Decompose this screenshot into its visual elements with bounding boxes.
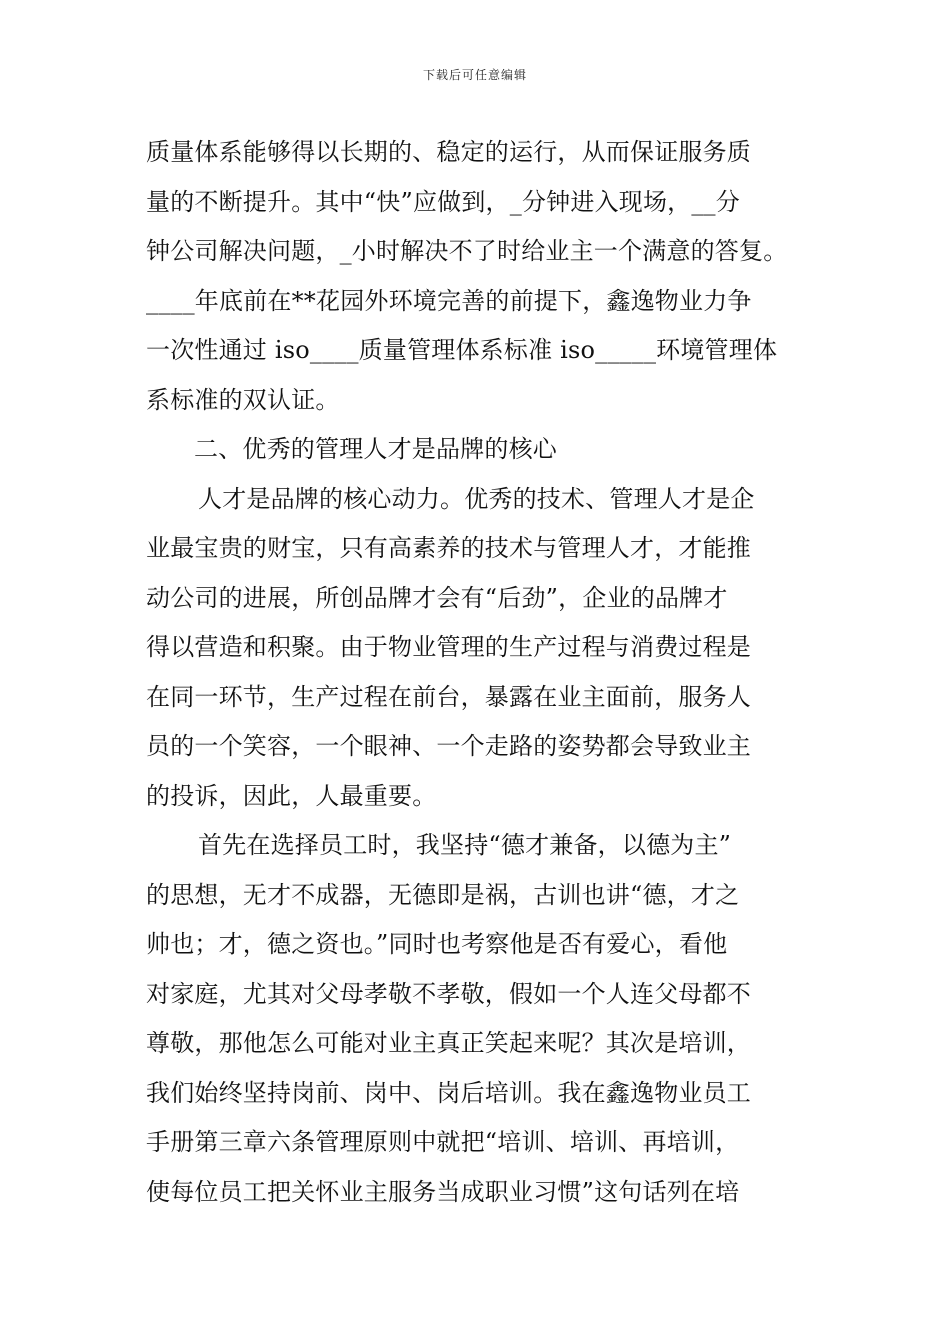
- section-heading: 二、优秀的管理人才是品牌的核心: [194, 435, 557, 463]
- text-line: 钟公司解决问题，_小时解决不了时给业主一个满意的答复。: [146, 237, 788, 265]
- text-line: 帅也；才，德之资也。”同时也考察他是否有爱心，看他: [146, 930, 728, 958]
- body-text: [146, 128, 836, 1217]
- text-line: ____年底前在**花园外环境完善的前提下，鑫逸物业力争: [146, 286, 752, 315]
- text-line: 手册第三章六条管理原则中就把“培训、培训、再培训，: [146, 1128, 740, 1156]
- text-line: 质量体系能够得以长期的、稳定的运行，从而保证服务质: [146, 138, 751, 166]
- text-line: 一次性通过 iso____质量管理体系标准 iso_____环境管理体: [146, 336, 778, 364]
- text-line: 的投诉，因此，人最重要。: [146, 781, 437, 810]
- text-line: 系标准的双认证。: [146, 385, 340, 414]
- text-line: 得以营造和积聚。由于物业管理的生产过程与消费过程是: [146, 633, 751, 661]
- text-line: 在同一环节，生产过程在前台，暴露在业主面前，服务人: [146, 682, 751, 711]
- text-line: 使每位员工把关怀业主服务当成职业习惯”这句话列在培: [146, 1177, 740, 1206]
- text-line: 我们始终坚持岗前、岗中、岗后培训。我在鑫逸物业员工: [146, 1078, 751, 1107]
- text-line: 动公司的进展，所创品牌才会有“后劲”，企业的品牌才: [146, 583, 728, 612]
- text-line: 的思想，无才不成器，无德即是祸，古训也讲“德，才之: [146, 880, 740, 909]
- text-line: 首先在选择员工时，我坚持“德才兼备，以德为主”: [198, 831, 732, 859]
- text-line: 员的一个笑容，一个眼神、一个走路的姿势都会导致业主: [146, 732, 751, 760]
- text-line: 量的不断提升。其中“快”应做到，_分钟进入现场，__分: [146, 187, 740, 216]
- text-line: 人才是品牌的核心动力。优秀的技术、管理人才是企: [198, 484, 755, 513]
- text-line: 对家庭，尤其对父母孝敬不孝敬，假如一个人连父母都不: [146, 979, 751, 1008]
- text-line: 业最宝贵的财宝，只有高素养的技术与管理人才，才能推: [146, 534, 751, 562]
- text-line: 尊敬，那他怎么可能对业主真正笑起来呢？其次是培训，: [146, 1029, 751, 1057]
- page-header: 下载后可任意编辑: [422, 68, 527, 82]
